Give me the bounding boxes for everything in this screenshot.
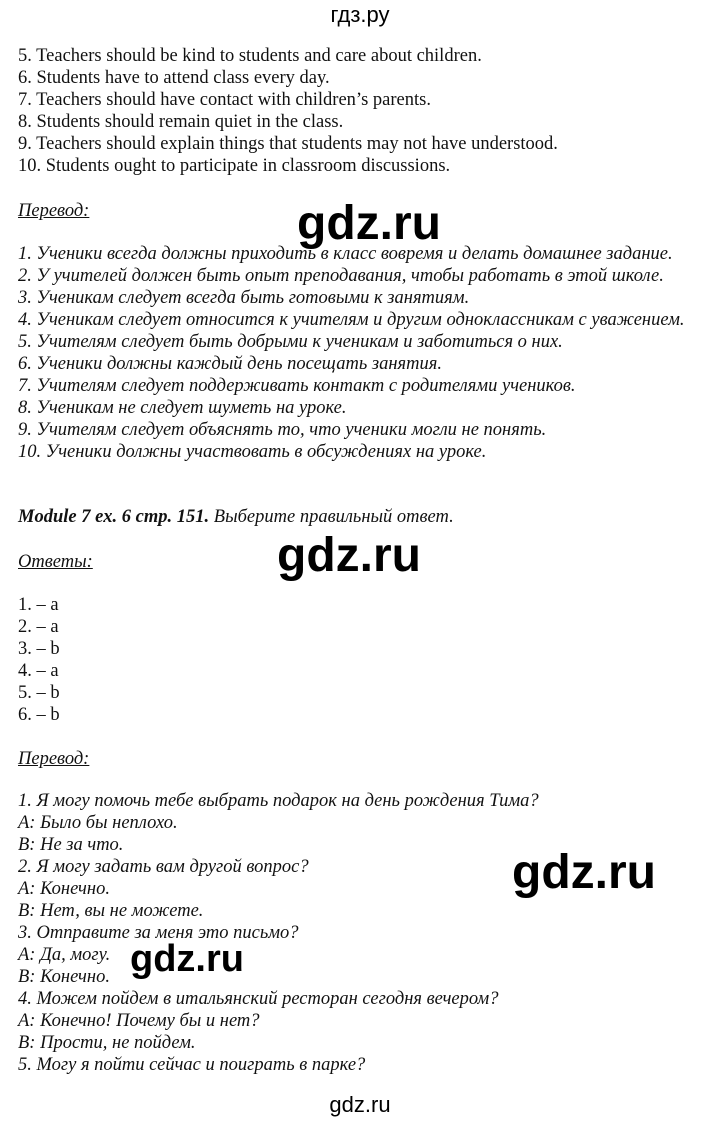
english-sentences <box>18 45 558 177</box>
watermark: gdz.ru <box>277 529 421 582</box>
translation-label: Перевод: <box>18 201 90 221</box>
list-item: 10. Students ought to participate in classroom discussions. <box>18 156 451 176</box>
list-item: 9. Учителям следует объяснять то, что ученики могли не понять. <box>18 420 547 440</box>
list-item: А: Конечно! Почему бы и нет? <box>18 1011 260 1031</box>
list-item: 10. Ученики должны участвовать в обсуждениях на уроке. <box>18 442 487 462</box>
list-item: 2. – a <box>18 617 59 637</box>
list-item: 3. Ученикам следует всегда быть готовыми к занятиям. <box>18 288 470 308</box>
translation-label: Перевод: <box>18 749 90 769</box>
list-item: 4. Можем пойдем в итальянский ресторан сегодня вечером? <box>18 989 499 1009</box>
list-item: 1. Ученики всегда должны приходить в класс вовремя и делать домашнее задание. <box>18 244 673 264</box>
site-footer: gdz.ru <box>329 1092 391 1117</box>
list-item: А: Было бы неплохо. <box>18 813 178 833</box>
list-item: 6. Ученики должны каждый день посещать занятия. <box>18 354 442 374</box>
list-item: В: Нет, вы не можете. <box>18 901 204 921</box>
list-item: 3. Отправите за меня это письмо? <box>18 923 299 943</box>
list-item: 8. Students should remain quiet in the class. <box>18 112 344 132</box>
list-item: 2. У учителей должен быть опыт преподавания, чтобы работать в этой школе. <box>18 266 664 286</box>
watermark: gdz.ru <box>297 197 441 250</box>
answers-label: Ответы: <box>18 552 93 572</box>
list-item: 2. Я могу задать вам другой вопрос? <box>18 857 309 877</box>
list-item: 9. Teachers should explain things that students may not have understood. <box>18 134 558 154</box>
list-item: 8. Ученикам не следует шуметь на уроке. <box>18 398 347 418</box>
watermark: gdz.ru <box>130 938 244 980</box>
list-item: В: Прости, не пойдем. <box>18 1033 196 1053</box>
list-item: 5. Могу я пойти сейчас и поиграть в парке? <box>18 1055 366 1075</box>
list-item: 1. – a <box>18 595 59 615</box>
list-item: 4. – a <box>18 661 59 681</box>
list-item: 5. Teachers should be kind to students and care about children. <box>18 46 482 66</box>
list-item: 5. Учителям следует быть добрыми к ученикам и заботиться о них. <box>18 332 563 352</box>
answers-list <box>18 594 60 726</box>
module-instruction: Выберите правильный ответ. <box>209 507 454 527</box>
list-item: 4. Ученикам следует относится к учителям и другим одноклассникам с уважением. <box>18 310 685 330</box>
list-item: В: Не за что. <box>18 835 124 855</box>
list-item: 1. Я могу помочь тебе выбрать подарок на день рождения Тима? <box>18 791 539 811</box>
list-item: А: Да, могу. <box>18 945 111 965</box>
list-item: 7. Teachers should have contact with children’s parents. <box>18 90 431 110</box>
list-item: 7. Учителям следует поддерживать контакт с родителями учеников. <box>18 376 576 396</box>
watermark: gdz.ru <box>512 846 656 899</box>
dialogue-translation <box>18 790 539 1076</box>
list-item: А: Конечно. <box>18 879 110 899</box>
list-item: 6. Students have to attend class every day. <box>18 68 330 88</box>
list-item: В: Конечно. <box>18 967 110 987</box>
list-item: 6. – b <box>18 705 60 725</box>
module-title: Module 7 ex. 6 стр. 151. <box>18 507 210 527</box>
site-header: гдз.ру <box>330 2 390 27</box>
list-item: 5. – b <box>18 683 60 703</box>
module-heading <box>18 506 454 528</box>
list-item: 3. – b <box>18 639 60 659</box>
translation-list <box>18 243 685 463</box>
